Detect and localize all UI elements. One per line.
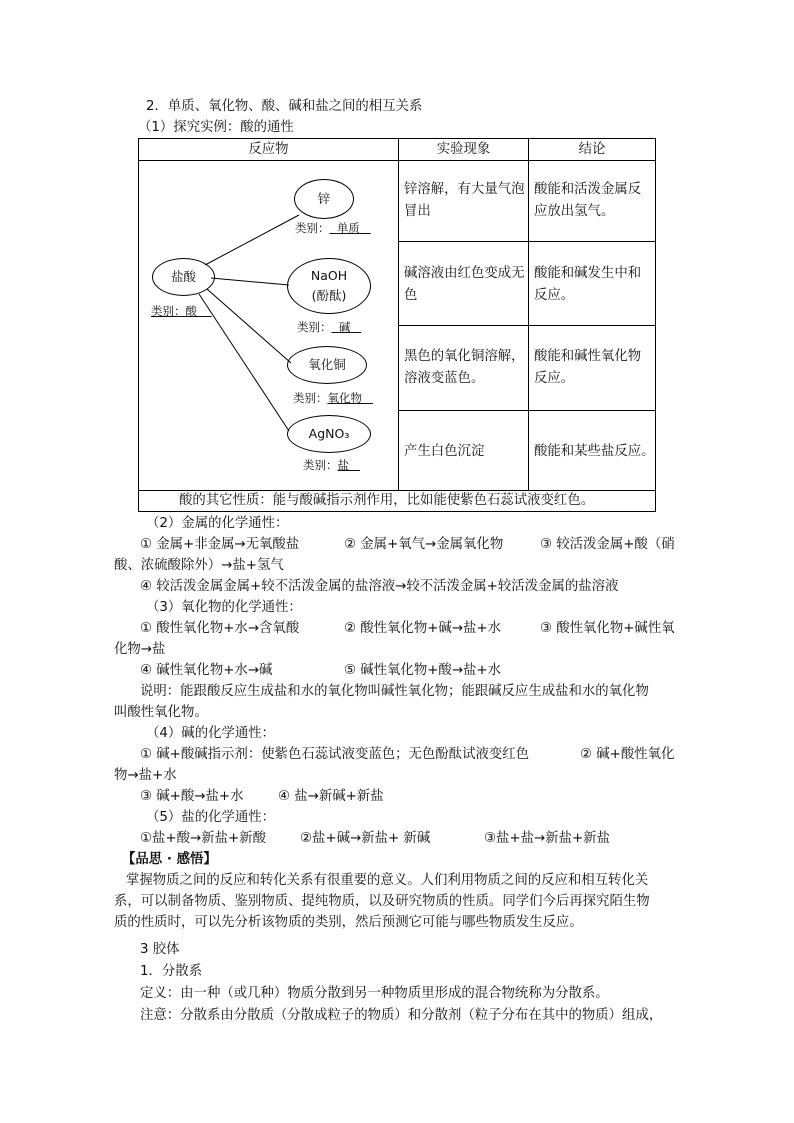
zinc-category	[295, 220, 371, 236]
base-item-1: ① 碱+酸碱指示剂：使紫色石蕊试液变蓝色；无色酚酞试液变红色	[140, 747, 530, 762]
phenomenon-copper-oxide: 黑色的氧化铜溶解，溶液变蓝色。	[404, 349, 525, 386]
salt-item-2: ②盐+碱→新盐+ 新碱	[300, 831, 431, 846]
metal-item-3-cont: 酸、浓硫酸除外）→盐+氢气	[114, 558, 284, 573]
header-phenomenon: 实验现象	[436, 142, 491, 157]
conclusion-naoh: 酸能和碱发生中和反应。	[534, 266, 642, 303]
oxide-item-4: ④ 碱性氧化物+水→碱	[140, 663, 273, 678]
silver-nitrate-node: AgNO₃	[287, 415, 371, 453]
copper-oxide-category	[293, 390, 373, 406]
category-prefix: 类别：	[293, 391, 328, 405]
metal-item-2: ② 金属+氧气→金属氧化物	[344, 537, 504, 552]
oxide-note-cont: 叫酸性氧化物。	[114, 705, 208, 720]
category-value: 盐	[337, 458, 349, 472]
center-category	[151, 303, 212, 319]
phenomenon-naoh: 碱溶液由红色变成无色	[404, 266, 525, 303]
reflection-line: 系，可以制备物质、鉴别物质、提纯物质，以及研究物质的性质。同学们今后再探究陌生物	[114, 894, 650, 909]
salt-item-1: ①盐+酸→新盐+新酸	[140, 831, 267, 846]
section-title: 2．单质、氧化物、酸、碱和盐之间的相互关系	[146, 99, 423, 114]
category-value: 氧化物	[327, 391, 362, 405]
category-value: 单质	[336, 221, 360, 235]
category-prefix: 类别：	[297, 320, 332, 334]
conclusion-copper-oxide: 酸能和碱性氧化物反应。	[534, 349, 642, 386]
reflection-line: 质的性质时，可以先分析该物质的类别，然后预测它可能与哪些物质发生反应。	[114, 915, 583, 930]
category-prefix: 类别：	[303, 458, 338, 472]
silver-nitrate-category	[303, 457, 360, 473]
connector-line	[211, 278, 289, 285]
oxide-item-5: ⑤ 碱性氧化物+酸→盐+水	[344, 663, 502, 678]
base-item-3: ③ 碱+酸→盐+水	[140, 789, 244, 804]
dispersion-note: 注意：分散系由分散质（分散成粒子的物质）和分散剂（粒子分布在其中的物质）组成，	[140, 1008, 663, 1023]
phenomenon-silver-nitrate: 产生白色沉淀	[404, 444, 485, 459]
copper-oxide-node: 氧化铜	[287, 346, 367, 384]
oxide-title: （3）氧化物的化学通性：	[146, 600, 302, 615]
metal-item-3: ③ 较活泼金属+酸（硝	[540, 537, 675, 552]
oxide-item-2: ② 酸性氧化物+碱→盐+水	[344, 621, 502, 636]
metal-title: （2）金属的化学通性：	[146, 516, 289, 531]
table-divider	[398, 325, 655, 326]
base-item-2: ② 碱+酸性氧化	[580, 747, 675, 762]
reflection-title: 【品思 · 感悟】	[122, 852, 217, 867]
oxide-item-3-cont: 化物→盐	[114, 642, 166, 657]
connector-line	[205, 215, 299, 265]
reflection-line: 掌握物质之间的反应和转化关系有很重要的意义。人们利用物质之间的反应和相互转化关	[126, 873, 649, 888]
table-divider	[398, 241, 655, 242]
subsection-title: （1）探究实例：酸的通性	[138, 120, 294, 135]
connector-line	[199, 294, 289, 431]
table-footer: 酸的其它性质：能与酸碱指示剂作用，比如能使紫色石蕊试液变红色。	[179, 493, 595, 508]
zinc-node: 锌	[294, 179, 354, 219]
naoh-node	[287, 258, 371, 314]
metal-item-1: ① 金属+非金属→无氧酸盐	[140, 537, 300, 552]
category-value: 碱	[338, 320, 351, 334]
phenolphthalein-label: (酚酞)	[311, 288, 347, 303]
table-divider	[528, 139, 529, 491]
colloid-title: 3 胶体	[140, 942, 180, 957]
salt-item-3: ③盐+盐→新盐+新盐	[484, 831, 611, 846]
dispersion-definition: 定义：由一种（或几种）物质分散到另一种物质里形成的混合物统称为分散系。	[140, 986, 609, 1001]
metal-item-4: ④ 较活泼金属金属+较不活泼金属的盐溶液→较不活泼金属+较活泼金属的盐溶液	[140, 579, 619, 594]
naoh-label: NaOH	[310, 268, 348, 283]
base-title: （4）碱的化学通性：	[146, 726, 276, 741]
oxide-item-1: ① 酸性氧化物+水→含氧酸	[140, 621, 300, 636]
conclusion-zinc: 酸能和活泼金属反应放出氢气。	[534, 182, 642, 219]
dispersion-system-title: 1．分散系	[140, 964, 203, 979]
table-divider	[398, 139, 399, 491]
header-conclusion: 结论	[578, 142, 606, 157]
oxide-item-3: ③ 酸性氧化物+碱性氧	[540, 621, 675, 636]
category-prefix: 类别：	[295, 221, 330, 235]
phenomenon-zinc: 锌溶解，有大量气泡冒出	[404, 182, 525, 219]
table-divider	[398, 410, 655, 411]
center-category-text: 类别：酸	[151, 304, 197, 318]
conclusion-silver-nitrate: 酸能和某些盐反应。	[534, 444, 655, 459]
naoh-category	[297, 319, 361, 335]
salt-title: （5）盐的化学通性：	[146, 810, 276, 825]
oxide-note: 说明：能跟酸反应生成盐和水的氧化物叫碱性氧化物；能跟碱反应生成盐和水的氧化物	[140, 684, 649, 699]
hydrochloric-acid-node: 盐酸	[152, 258, 215, 296]
acid-properties-table	[138, 138, 656, 512]
header-reactant: 反应物	[248, 142, 289, 157]
base-item-4: ④ 盐→新碱+新盐	[278, 789, 384, 804]
base-item-2-cont: 物→盐+水	[114, 768, 177, 783]
